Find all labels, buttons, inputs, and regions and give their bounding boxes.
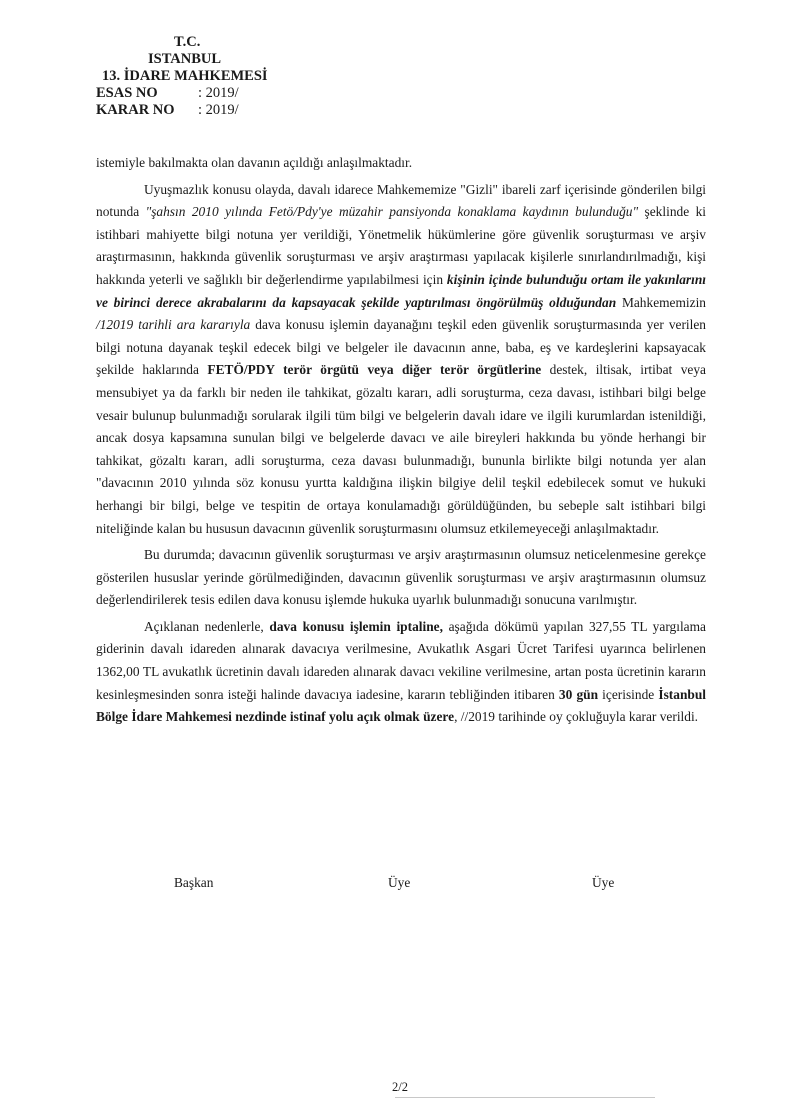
p2-text-4: dava konusu işlemin dayanağını teşkil eden güvenlik soruşturmasında yer verilen bilgi notuna dayanak teşkil edecek bilgi ve belgeler ile davacının anne, baba, eş ve kardeşlerini kapsayacak şekilde haklarında — [96, 317, 706, 378]
paragraph-2 — [96, 179, 706, 541]
paragraph-3: Bu durumda; davacının güvenlik soruşturması ve arşiv araştırmasının olumsuz neticelenmesine gerekçe gösterilen hususlar yerinde görülmediğinden, davacının güvenlik soruşturması ve arşiv araştırmasının olumsuz değerlendirilerek tesis edilen dava konusu işlemde hukuka uyarlık bulunmadığı sonucuna varılmıştır. — [96, 547, 706, 608]
signature-uye-1: Üye — [388, 875, 411, 890]
p4-text-3: içerisinde — [598, 686, 659, 702]
p2-text-5: destek, iltisak, irtibat veya mensubiyet ya da farklı bir neden ile tahkikat, gözaltı kararı, adli soruşturma, ceza davası, istihbari bilgi belge vesair bulunup bulunmadığı sorularak ilgili tüm bilgi ve belgelerin davalı idare ve ilgili kurumlardan istenildiği, ancak dosya kapsamına sunulan bilgi ve belgelerde davacı ve aile bireyleri hakkında bu yönde herhangi bir tahkikat, gözaltı kararı, adli soruşturma, ceza davası bulunmadığı, bununla birlikte bilgi notunda yer alan "davacının 2010 yılında söz konusu yurtta kaldığına ilişkin bilgiye delil teşkil edebilecek somut ve hukuki herhangi bir bilgi, belge ve tespitin de ortaya konulamadığı görüldüğünden, bu sebeple salt istihbari bilgi niteliğinde kalan bu hususun davacının güvenlik soruşturmasını olumsuz etkilemeyeceği anlaşılmaktadır. — [96, 362, 706, 536]
paragraph-1: istemiyle bakılmakta olan davanın açıldığı anlaşılmaktadır. — [96, 155, 413, 170]
p2-italic-1: "şahsın 2010 yılında Fetö/Pdy'ye müzahir pansiyonda konaklama kaydının bulunduğu" — [145, 204, 639, 220]
p2-text-1: Uyuşmazlık konusu olayda, davalı idarece Mahkememize "Gizli" ibareli zarf içerisinde gönderilen bilgi notunda — [96, 181, 706, 220]
karar-label: KARAR NO — [96, 102, 175, 118]
signature-uye-2: Üye — [592, 875, 615, 890]
signature-baskan: Başkan — [174, 875, 214, 890]
p4-bold-2: 30 gün — [558, 686, 599, 702]
document-body — [96, 152, 706, 733]
header-tc: T.C. — [174, 34, 201, 50]
p2-bold-italic-1: kişinin içinde bulunduğu ortam ile yakınlarını ve birinci derece akrabalarını da kapsayacak şekilde yaptırılması öngörülmüş olduğundan — [96, 271, 706, 310]
header-city: ISTANBUL — [148, 51, 222, 67]
p4-text-4: , //2019 tarihinde oy çokluğuyla karar verildi. — [454, 709, 699, 725]
karar-value: : 2019/ — [198, 102, 239, 118]
header-court: 13. İDARE MAHKEMESİ — [102, 68, 268, 84]
p4-bold-1: dava konusu işlemin iptaline, — [269, 618, 443, 634]
page-number: 2/2 — [392, 1080, 408, 1094]
p2-italic-2: /12019 tarihli ara kararıyla — [96, 317, 251, 333]
esas-value: : 2019/ — [198, 85, 239, 101]
p2-text-3: Mahkememizin — [616, 294, 706, 310]
karar-row — [96, 102, 268, 119]
p2-bold-1: FETÖ/PDY terör örgütü veya diğer terör örgütlerine — [207, 362, 542, 378]
p4-text-1: Açıklanan nedenlerle, — [144, 618, 270, 634]
paragraph-4 — [96, 616, 706, 729]
document-header — [96, 34, 268, 119]
esas-row — [96, 85, 268, 102]
p2-text-2: şeklinde ki istihbari mahiyette bilgi notuna yer verildiği, Yönetmelik hükümlerine göre güvenlik soruşturması ve arşiv araştırmasının, hakkında güvenlik soruşturması ve arşiv araştırması yapılacak kişilerle sınırlandırılmadığı, kişi hakkında yeterli ve sağlıklı bir değerlendirme yapılabilmesi için — [96, 204, 706, 287]
p4-bold-3: İstanbul Bölge İdare Mahkemesi nezdinde istinaf yolu açık olmak üzere — [96, 686, 707, 725]
p4-text-2: aşağıda dökümü yapılan 327,55 TL yargılama giderinin davalı idareden alınarak davacıya verilmesine, Avukatlık Asgari Ücret Tarifesi uyarınca belirlenen 1362,00 TL avukatlık ücretinin davalı idareden alınarak davacı vekiline verilmesine, artan posta ücretinin kararın kesinleşmesinden sonra isteği halinde davacıya iadesine, kararın tebliğinden itibaren — [96, 618, 706, 702]
esas-label: ESAS NO — [96, 85, 158, 101]
footer-divider — [395, 1097, 655, 1098]
